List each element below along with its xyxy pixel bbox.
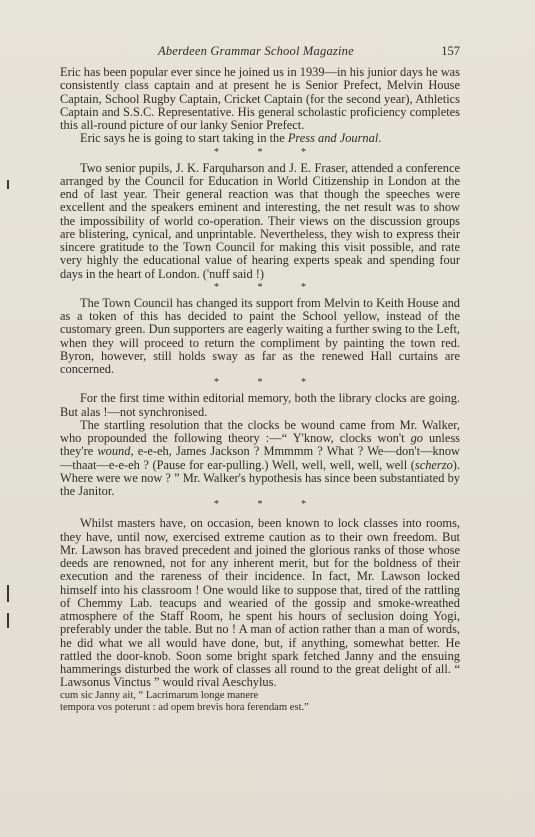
paragraph-eric-profile: Eric has been popular ever since he joined us in 1939—in his junior days he was consistently class captain and at present he is Senior Prefect, Melvin House Captain, School Rugby Captain, Cricket Captain (for the second year), Athletics Captain and S.S.C. Representative. His general scholastic proficiency completes this all-round picture of our lanky Senior Prefect. xyxy=(60,65,460,132)
article-body xyxy=(60,66,460,714)
running-title: Aberdeen Grammar School Magazine xyxy=(158,44,354,58)
page-number: 157 xyxy=(441,44,460,58)
section-separator: * * * xyxy=(214,377,324,389)
margin-mark xyxy=(7,585,9,602)
margin-mark xyxy=(7,613,9,628)
newspaper-title: Press and Journal xyxy=(287,131,379,146)
page-header xyxy=(60,44,460,60)
paragraph-conference: Two senior pupils, J. K. Farquharson and J. E. Fraser, attended a conference arranged by the Council for Education in World Citizenship in London at the end of last year. Their general reaction was that though the speeches were excellent and the speakers eminent and interesting, the net result was to show the impossibility of world co-operation. Their views on the discussion groups are blistering, cynical, and unprintable. Nevertheless, they wish to express their sincere gratitude to the Town Council for making this visit possible, and rate very highly the educational value of hearing experts speak and spending four days in the heart of London. ('nuff said !) xyxy=(60,160,460,281)
latin-quote-line-1: cum sic Janny ait, “ Lacrimarum longe manere xyxy=(60,689,259,701)
paragraph-clock-theory: The startling resolution that the clocks be wound came from Mr. Walker, who propounded the following theory :—“ Y'know, clocks won't go unless they're wound, e-e-eh, James Jackson ? Mmmmm ? What ? We—don't—know—thaat—e-e-eh ? (Pause for ear-pulling.) Well, well, well, well, well (scherzo). Where were we now ? ” Mr. Walker's hypothesis has since been substantiated by the Janitor. xyxy=(60,417,460,498)
paragraph-eric-press: Eric says he is going to start taking in the Press and Journal. xyxy=(80,131,382,146)
paragraph-mr-lawson: Whilst masters have, on occasion, been known to lock classes into rooms, they have, until now, exercised extreme caution as to their own freedom. But Mr. Lawson has braved precedent and joined the glorious ranks of those whose deeds are renowned, not for any inherent merit, but for the boldness of their execution and the rareness of their incidence. In fact, Mr. Lawson locked himself into his classroom ! One would like to suppose that, tired of the rattling of Chemmy Lab. teacups and wearied of the gossip and smoke-wreathed atmosphere of the Staff Room, he spent his hours of seclusion doing Yogi, preferably under the table. But no ! A man of action rather than a man of words, he did what we all would have done, but, if anything, somewhat better. He rattled the door-knob. Soon some bright spark fetched Janny and the ensuing hammerings disturbed the work of classes all round to the great delight of all. “ Lawsonus Vinctus ” would rival Aeschylus. xyxy=(60,516,460,690)
latin-quote-line-2: tempora vos poterunt : ad opem brevis hora ferendam est.” xyxy=(60,701,309,713)
paragraph-library-clocks: For the first time within editorial memory, both the library clocks are going. But alas !—not synchronised. xyxy=(60,391,460,419)
paragraph-town-council: The Town Council has changed its support from Melvin to Keith House and as a token of this has decided to paint the School yellow, instead of the customary green. Dun supporters are eagerly waiting a further swing to the Left, when they will proceed to return the compliment by painting the town red. Byron, however, still holds sway as far as the renewed Hall curtains are concerned. xyxy=(60,295,460,376)
section-separator: * * * xyxy=(214,146,324,158)
margin-mark xyxy=(7,180,9,189)
section-separator: * * * xyxy=(214,281,324,293)
section-separator: * * * xyxy=(214,499,324,511)
